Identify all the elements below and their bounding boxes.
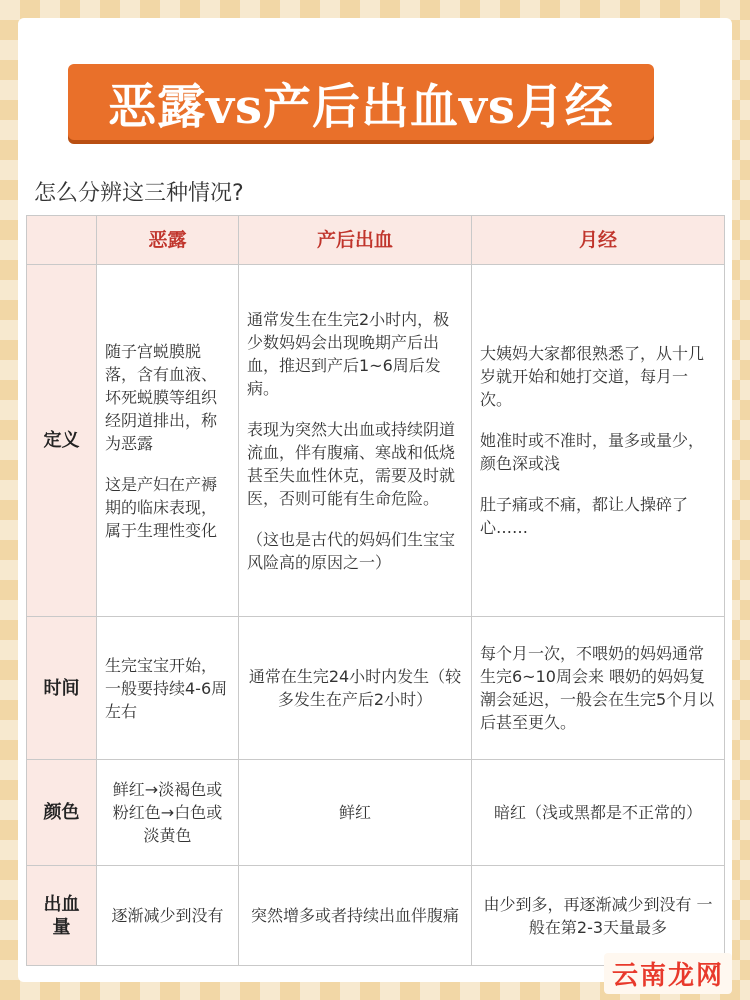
definition-menses-para-3: 肚子痛或不痛，都让人操碎了心…… [480,495,689,537]
cell-definition-lochia [97,265,239,617]
cell-amount-menses: 由少到多，再逐渐减少到没有 一般在第2-3天量最多 [472,866,725,966]
watermark-logo: 云南龙网 [604,953,732,994]
column-header-pph: 产后出血 [239,216,472,265]
row-header-definition: 定义 [27,265,97,617]
page-subtitle: 怎么分辨这三种情况? [34,181,244,206]
column-header-menses: 月经 [472,216,725,265]
definition-lochia-para-1: 随子宫蜕膜脱落，含有血液、坏死蜕膜等组织经阴道排出，称为恶露 [105,341,218,453]
cell-amount-pph: 突然增多或者持续出血伴腹痛 [239,866,472,966]
table-row-time [27,617,725,760]
cell-definition-pph [239,265,472,617]
cell-time-pph: 通常在生完24小时内发生（较多发生在产后2小时） [239,617,472,760]
table-row-color [27,760,725,866]
definition-pph-para-3: （这也是古代的妈妈们生宝宝风险高的原因之一） [247,529,456,572]
table-header-row [27,216,725,265]
comparison-table [26,215,725,966]
cell-amount-lochia: 逐渐减少到没有 [97,866,239,966]
row-header-color: 颜色 [27,760,97,866]
definition-lochia-para-2: 这是产妇在产褥期的临床表现，属于生理性变化 [105,474,218,540]
cell-definition-menses [472,265,725,617]
row-header-amount: 出血量 [27,866,97,966]
table-row-amount [27,866,725,966]
cell-time-lochia: 生完宝宝开始，一般要持续4-6周左右 [97,617,239,760]
column-header-lochia: 恶露 [97,216,239,265]
cell-color-menses: 暗红（浅或黑都是不正常的） [472,760,725,866]
corner-cell [27,216,97,265]
cell-time-menses: 每个月一次，不喂奶的妈妈通常生完6~10周会来 喂奶的妈妈复潮会延迟，一般会在生完5个月以后甚至更久。 [472,617,725,760]
table-row-definition [27,265,725,617]
row-header-time: 时间 [27,617,97,760]
definition-menses-para-1: 大姨妈大家都很熟悉了，从十几岁就开始和她打交道，每月一次。 [480,344,705,409]
page-title: 恶露vs产后出血vs月经 [68,64,654,140]
definition-pph-para-2: 表现为突然大出血或持续阴道流血，伴有腹痛、寒战和低烧甚至失血性休克，需要及时就医，否则可能有生命危险。 [247,419,456,508]
definition-menses-para-2: 她准时或不准时，量多或量少，颜色深或浅 [480,431,705,473]
cell-color-pph: 鲜红 [239,760,472,866]
cell-color-lochia: 鲜红→淡褐色或粉红色→白色或淡黄色 [97,760,239,866]
definition-pph-para-1: 通常发生在生完2小时内，极少数妈妈会出现晚期产后出血，推迟到产后1~6周后发病。 [247,309,450,398]
